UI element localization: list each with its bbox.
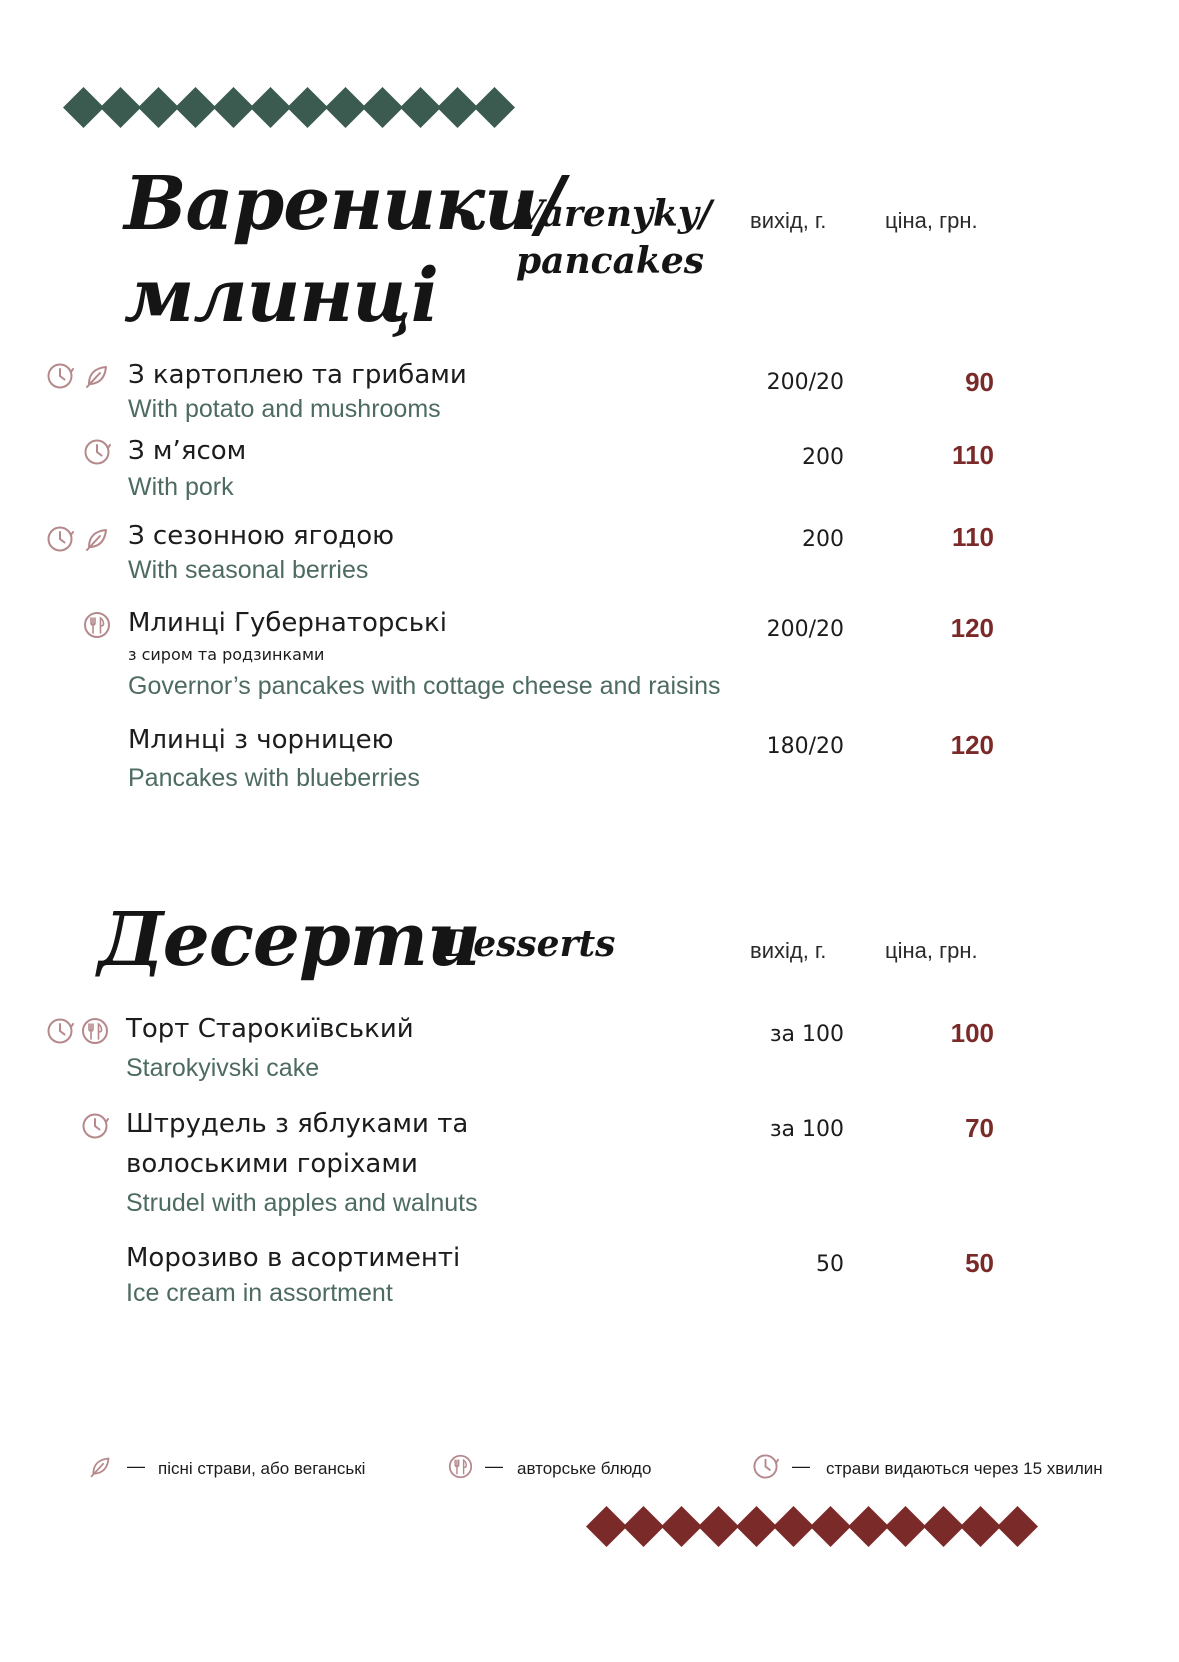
diamond-ornament (63, 87, 104, 128)
legend-vegan-text: пісні страви, або веганські (158, 1459, 366, 1478)
section-subtitle-en: Desserts (442, 923, 616, 965)
diamond-ornament (586, 1506, 627, 1547)
menu-item-weight: 200 (802, 527, 844, 552)
diamond-ornament (698, 1506, 739, 1547)
menu-item-weight: за 100 (769, 1022, 844, 1047)
diamond-ornament (923, 1506, 964, 1547)
leaf-icon (83, 525, 111, 553)
top-diamond-border (69, 93, 509, 122)
diamond-ornament (138, 87, 179, 128)
menu-item-price: 110 (952, 440, 994, 470)
diamond-ornament (773, 1506, 814, 1547)
column-header-weight: вихід, г. (750, 938, 827, 963)
diamond-ornament (250, 87, 291, 128)
legend-dash: — (792, 1456, 810, 1476)
diamond-ornament (100, 87, 141, 128)
section-title-varenyky (124, 158, 563, 342)
menu-item-weight: за 100 (769, 1117, 844, 1142)
diamond-ornament (474, 87, 515, 128)
section-subtitle-en-line2: pancakes (516, 240, 705, 282)
menu-item-weight: 200 (802, 445, 844, 470)
clock-icon (46, 525, 74, 553)
column-header-price: ціна, грн. (885, 208, 978, 233)
menu-item-name-line2: волоськими горіхами (126, 1149, 418, 1179)
clock-icon (46, 1017, 74, 1045)
cutlery-icon (81, 1017, 109, 1045)
leaf-icon (88, 1454, 113, 1479)
column-header-price: ціна, грн. (885, 938, 978, 963)
menu-item-weight: 180/20 (766, 734, 844, 759)
menu-item-english: Starokyivski cake (126, 1054, 320, 1082)
menu-item-english: With potato and mushrooms (128, 395, 441, 423)
menu-item-name: Морозиво в асортименті (126, 1243, 461, 1273)
section-title-desserts: Десерти (98, 897, 480, 983)
menu-item-price: 100 (950, 1018, 994, 1048)
menu-item-price: 110 (952, 522, 994, 552)
legend-clock-text: страви видаються через 15 хвилин (826, 1459, 1103, 1478)
cutlery-icon (448, 1454, 473, 1479)
legend-dash: — (485, 1456, 503, 1476)
menu-item-weight: 200/20 (766, 370, 844, 395)
diamond-ornament (848, 1506, 889, 1547)
cutlery-icon (83, 611, 111, 639)
leaf-icon (83, 362, 111, 390)
menu-item-name: Млинці з чорницею (128, 725, 394, 755)
menu-item-name: Торт Старокиївський (126, 1014, 414, 1044)
section-title-ua-line2: млинці (124, 253, 438, 339)
legend-dash: — (127, 1456, 145, 1476)
diamond-ornament (661, 1506, 702, 1547)
diamond-ornament (997, 1506, 1038, 1547)
menu-item-name: З м’ясом (128, 436, 247, 466)
menu-item-english: Governor’s pancakes with cottage cheese and raisins (128, 672, 721, 700)
diamond-ornament (175, 87, 216, 128)
bottom-diamond-border (592, 1512, 1032, 1541)
clock-icon (752, 1453, 779, 1480)
diamond-ornament (960, 1506, 1001, 1547)
diamond-ornament (810, 1506, 851, 1547)
diamond-ornament (623, 1506, 664, 1547)
menu-item-price: 50 (965, 1248, 994, 1278)
diamond-ornament (287, 87, 328, 128)
column-header-weight: вихід, г. (750, 208, 827, 233)
menu-item-price: 90 (965, 367, 994, 397)
menu-item-note: з сиром та родзинками (128, 645, 325, 664)
section-title-ua-line1: Вареники/ (124, 161, 563, 247)
menu-item-english: Pancakes with blueberries (128, 764, 420, 792)
menu-item-english: Ice cream in assortment (126, 1279, 393, 1307)
menu-item-weight: 200/20 (766, 617, 844, 642)
menu-item-name: З сезонною ягодою (128, 521, 394, 551)
menu-item-name-line1: Штрудель з яблуками та (126, 1109, 469, 1139)
clock-icon (83, 438, 111, 466)
section-subtitle-en-line1: Varenyky/ (516, 193, 712, 235)
menu-item-price: 120 (950, 613, 994, 643)
diamond-ornament (400, 87, 441, 128)
clock-icon (81, 1112, 109, 1140)
menu-item-price: 70 (965, 1113, 994, 1143)
menu-item-english: Strudel with apples and walnuts (126, 1189, 478, 1217)
menu-item-name: Млинці Губернаторські (128, 608, 447, 638)
diamond-ornament (325, 87, 366, 128)
diamond-ornament (213, 87, 254, 128)
menu-item-price: 120 (950, 730, 994, 760)
legend-signature-text: авторське блюдо (517, 1459, 652, 1478)
diamond-ornament (736, 1506, 777, 1547)
menu-item-english: With pork (128, 473, 234, 501)
diamond-ornament (362, 87, 403, 128)
clock-icon (46, 362, 74, 390)
menu-item-weight: 50 (816, 1252, 844, 1277)
menu-item-name: З картоплею та грибами (128, 360, 467, 390)
section-subtitle-en (516, 191, 712, 285)
diamond-ornament (437, 87, 478, 128)
diamond-ornament (885, 1506, 926, 1547)
menu-item-english: With seasonal berries (128, 556, 369, 584)
